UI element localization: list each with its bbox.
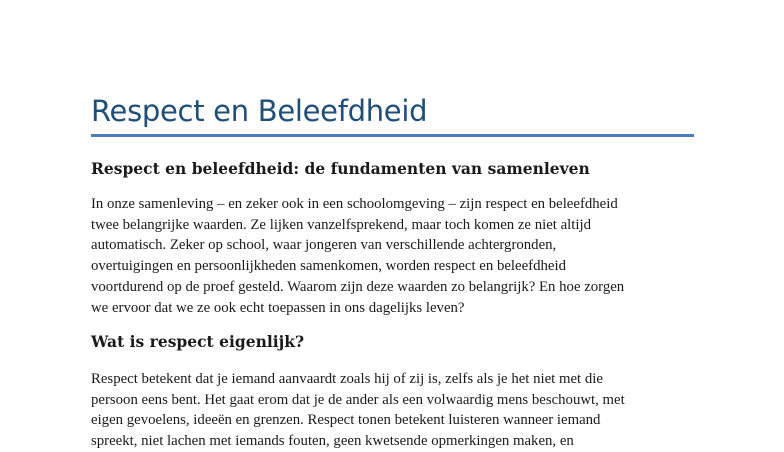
paragraph-line: voortdurend op de proef gesteld. Waarom zijn deze waarden zo belangrijk? En hoe zorgen	[91, 278, 625, 295]
paragraph-line: spreekt, niet lachen met iemands fouten, geen kwetsende opmerkingen maken, en	[91, 433, 574, 450]
paragraph-line: automatisch. Zeker op school, waar jongeren van verschillende achtergronden,	[91, 237, 557, 254]
paragraph-line: Respect betekent dat je iemand aanvaardt zoals hij of zij is, zelfs als je het niet met die	[91, 371, 603, 387]
paragraph-line: In onze samenleving – en zeker ook in een schoolomgeving – zijn respect en beleefdheid	[91, 196, 618, 212]
section-heading-respect: Wat is respect eigenlijk?	[91, 332, 305, 351]
section-heading-fundamenten: Respect en beleefdheid: de fundamenten van samenleven	[91, 159, 590, 178]
document-title: Respect en Beleefdheid	[91, 94, 428, 128]
paragraph-line: we ervoor dat we ze ook echt toepassen in ons dagelijks leven?	[91, 299, 465, 316]
paragraph-line: twee belangrijke waarden. Ze lijken vanzelfsprekend, maar toch komen ze niet altijd	[91, 216, 592, 233]
paragraph-line: eigen gevoelens, ideeën en grenzen. Respect tonen betekent luisteren wanneer iemand	[91, 412, 601, 429]
intro-paragraph	[91, 194, 624, 318]
paragraph-line: persoon eens bent. Het gaat erom dat je de ander als een volwaardig mens beschouwt, met	[91, 391, 625, 408]
title-underline	[91, 134, 694, 137]
respect-paragraph	[91, 369, 625, 452]
paragraph-line: overtuigingen en persoonlijkheden samenkomen, worden respect en beleefdheid	[91, 258, 566, 275]
